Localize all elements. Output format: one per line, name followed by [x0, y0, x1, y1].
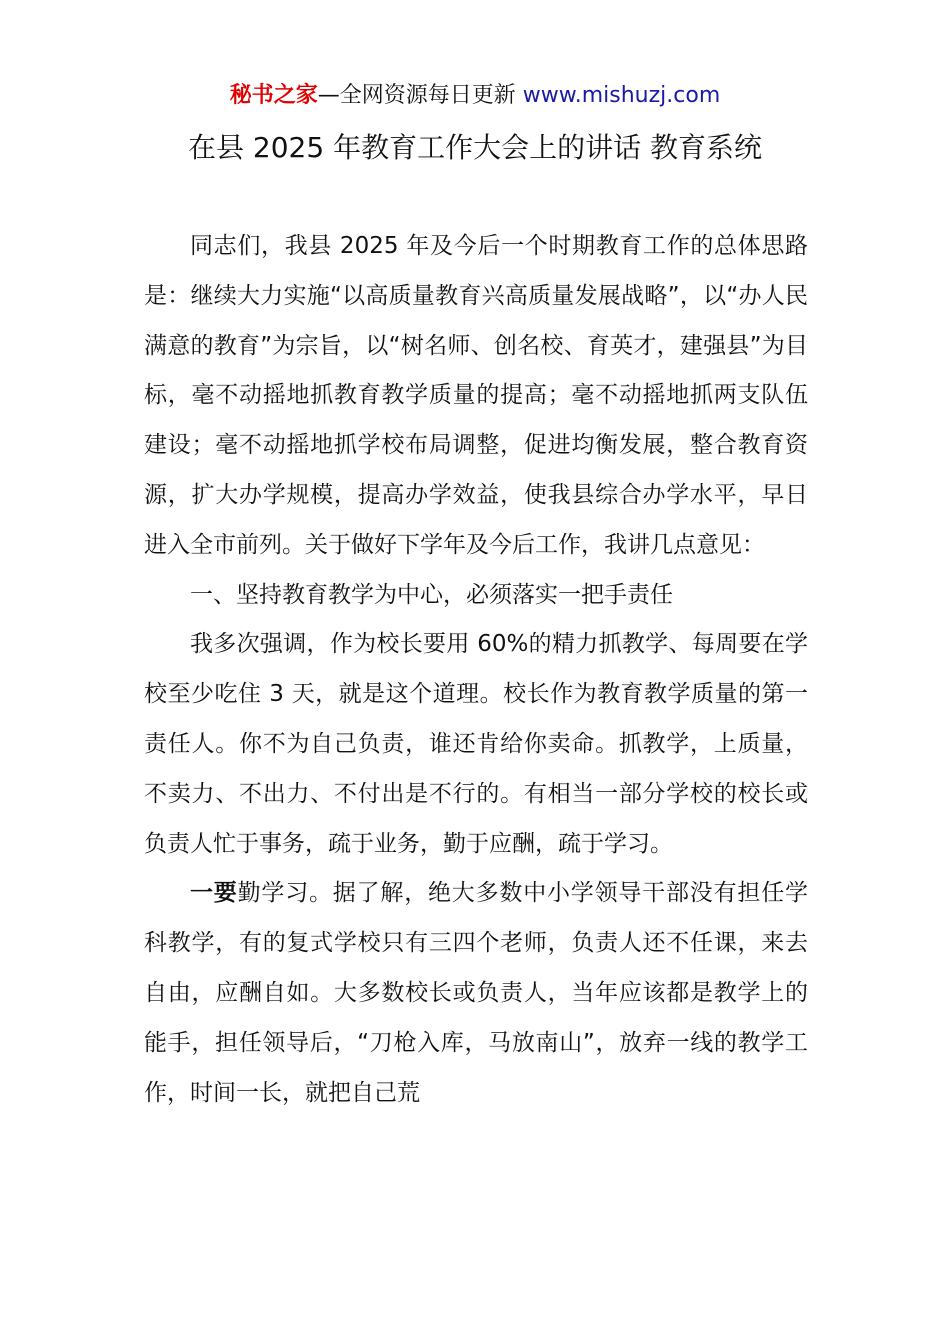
document-title: 在县 2025 年教育工作大会上的讲话 教育系统: [188, 131, 762, 164]
paragraph-study-text: 勤学习。据了解，绝大多数中小学领导干部没有担任学科教学，有的复式学校只有三四个老师，负责人还不任课，来去自由，应酬自如。大多数校长或负责人，当年应该都是教学上的能手，担任领导后，“刀枪入库，马放南山”，放弃一线的教学工作，时间一长，就把自己荒: [144, 880, 809, 1106]
brand-name: 秘书之家: [229, 83, 318, 108]
paragraph-study: [144, 869, 808, 1118]
paragraph-lead-bold: 一要: [190, 880, 238, 907]
site-url-link[interactable]: www.mishuzj.com: [522, 83, 721, 108]
section-heading-1: 一、坚持教育教学为中心，必须落实一把手责任: [190, 581, 673, 608]
document-body: [144, 222, 808, 1118]
paragraph-principal-responsibility: 我多次强调，作为校长要用 60%的精力抓教学、每周要在学校至少吃住 3 天，就是这个道理。校长作为教育教学质量的第一责任人。你不为自己负责，谁还肯给你卖命。抓教学，上质量，不卖力、不出力、不付出是不行的。有相当一部分学校的校长或负责人忙于事务，疏于业务，勤于应酬，疏于学习。: [144, 631, 808, 857]
paragraph-intro: 同志们，我县 2025 年及今后一个时期教育工作的总体思路是：继续大力实施“以高质量教育兴高质量发展战略”，以“办人民满意的教育”为宗旨，以“树名师、创名校、育英才，建强县”为目标，毫不动摇地抓教育教学质量的提高；毫不动摇地抓两支队伍建设；毫不动摇地抓学校布局调整，促进均衡发展，整合教育资源，扩大办学规模，提高办学效益，使我县综合办学水平，早日进入全市前列。关于做好下学年及今后工作，我讲几点意见：: [144, 233, 808, 558]
header-tagline: —全网资源每日更新: [317, 83, 523, 108]
site-header: [0, 80, 950, 112]
